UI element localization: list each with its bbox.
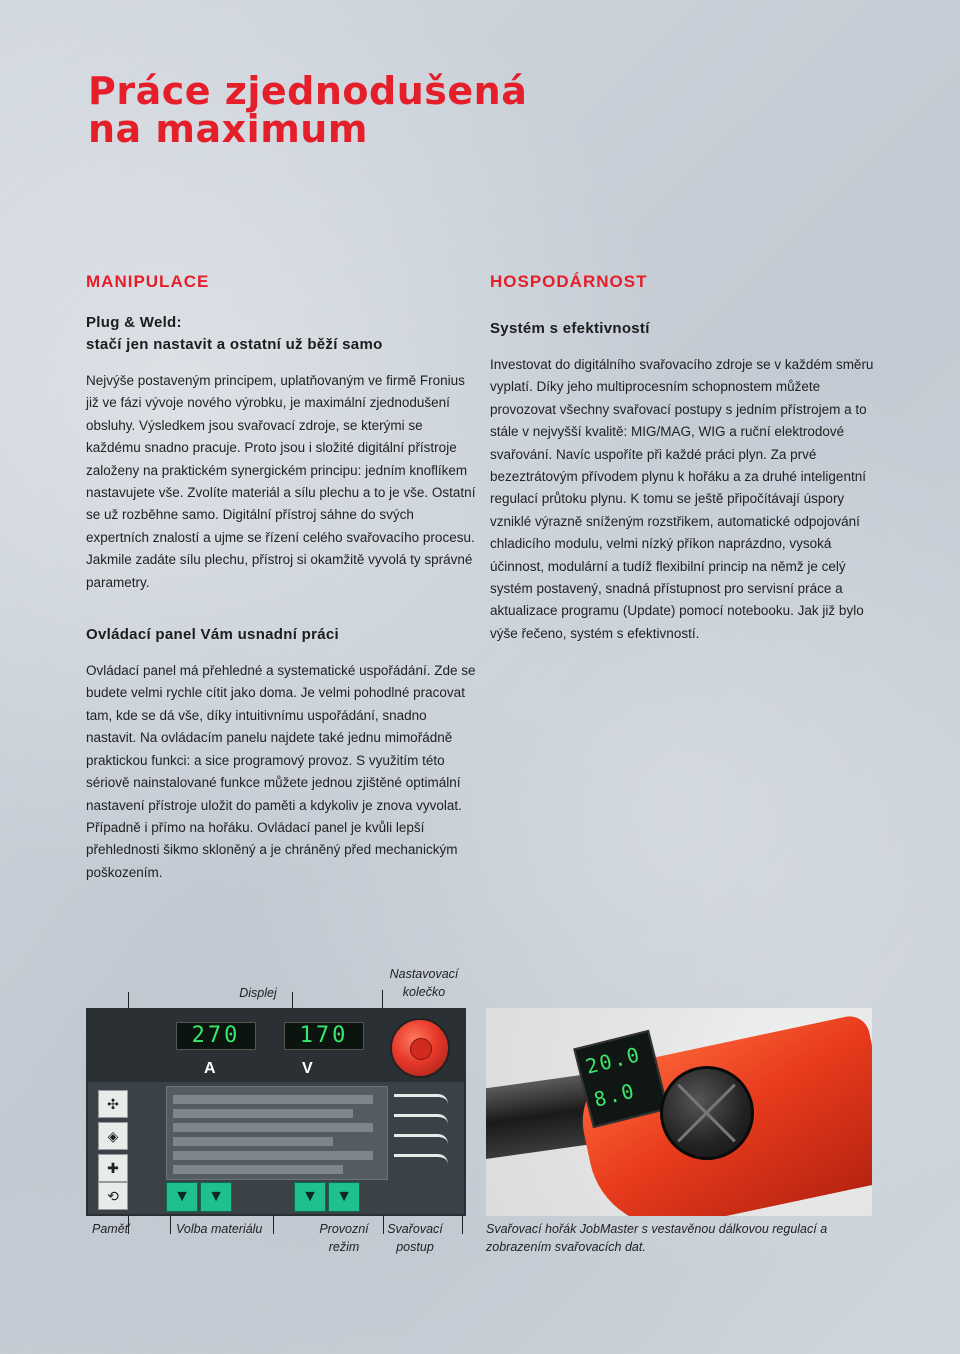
process-curves xyxy=(394,1090,450,1180)
left-column xyxy=(86,272,476,884)
caption-mode-line-2: režim xyxy=(328,1240,360,1254)
store-button[interactable]: ✚ xyxy=(98,1154,128,1182)
paragraph-control-panel: Ovládací panel má přehledné a systematické uspořádání. Zde se budete velmi rychle cítit jako doma. Je velmi pohodlné pracovat tam, kde se dá vše, díky intuitivnímu uspořádání, snadno nastavit. Na ovládacím panelu najdete také jednu mimořádně praktickou funkci: a sice programový provoz. S využitím této sériově nainstalované funkce můžete jednou zjištěné optimální nastavení přístroje uložit do paměti a kdykoliv je znova vyvolat. Případně i přímo na hořáku. Ovládací panel je kvůli lepší přehlednosti šikmo skloněný a je chráněný před mechanickým poškozením. xyxy=(86,663,476,880)
section-heading-manipulace: MANIPULACE xyxy=(86,272,210,291)
section-heading-hospodarnost: HOSPODÁRNOST xyxy=(490,272,648,291)
torch-value-2: 8.0 xyxy=(591,1078,639,1112)
leader-material-2 xyxy=(273,1214,274,1234)
subheading-efficiency: Systém s efektivností xyxy=(490,320,650,337)
torch-caption-line-1: Svařovací hořák JobMaster s vestavěnou dálkovou regulací a xyxy=(486,1222,828,1236)
display-left: 270 xyxy=(176,1022,256,1050)
caption-memory: Paměť xyxy=(92,1222,130,1236)
subheading-line-2: stačí jen nastavit a ostatní už běží samo xyxy=(86,336,383,353)
recall-button[interactable]: ⟲ xyxy=(98,1182,128,1210)
material-up-button[interactable]: ▼ xyxy=(200,1182,232,1212)
adjustment-knob[interactable] xyxy=(390,1018,450,1078)
caption-process-line-1: Svařovací xyxy=(387,1222,443,1236)
caption-display: Displej xyxy=(239,986,277,1000)
subheading-line-1: Plug & Weld: xyxy=(86,314,182,331)
page-title-line-2: na maximum xyxy=(88,107,368,151)
caption-knob-line-2: kolečko xyxy=(402,985,446,999)
right-column xyxy=(490,272,880,645)
caption-knob xyxy=(382,965,466,1001)
torch-control-pad[interactable] xyxy=(660,1066,754,1160)
torch-caption xyxy=(486,1220,872,1256)
parameter-matrix xyxy=(166,1086,388,1180)
display-right: 170 xyxy=(284,1022,364,1050)
memory-button[interactable]: ✣ xyxy=(98,1090,128,1118)
paragraph-manipulace: Nejvýše postaveným principem, uplatňovaným ve firmě Fronius již ve fázi vývoje nového výrobku, je maximální zjednodušení obsluhy. Výsledkem jsou svařovací zdroje, se kterými se každému snadno pracuje. Proto jsou i složité digitální přístroje založeny na praktickém synergickém principu: jedním knoflíkem nastavujete vše. Zvolíte materiál a sílu plechu a to je vše. Ostatní se už rozběhne samo. Digitální přístroj sáhne do svých expertních znalostí a ujme se řízení celého svařovacího procesu. Jakmile zadáte sílu plechu, přístroj si okamžitě vyvolá ty správné parametry. xyxy=(86,373,476,590)
control-panel-photo xyxy=(86,1008,466,1216)
leader-knob xyxy=(382,990,383,1010)
leader-material xyxy=(170,1214,171,1234)
caption-knob-line-1: Nastavovací xyxy=(389,967,459,981)
page-title-line-1: Práce zjednodušená xyxy=(88,69,528,113)
page-title xyxy=(88,69,528,151)
torch-value-1: 20.0 xyxy=(583,1041,644,1079)
process-select-button[interactable]: ▼ xyxy=(328,1182,360,1212)
mode-select-button[interactable]: ▼ xyxy=(294,1182,326,1212)
torch-photo xyxy=(486,1008,872,1216)
caption-mode-line-1: Provozní xyxy=(319,1222,369,1236)
subheading-control-panel: Ovládací panel Vám usnadní práci xyxy=(86,626,340,644)
caption-mode xyxy=(316,1220,372,1256)
leader-process xyxy=(462,1214,463,1234)
material-down-button[interactable]: ▼ xyxy=(166,1182,198,1212)
paragraph-hospodarnost: Investovat do digitálního svařovacího zdroje se v každém směru vyplatí. Díky jeho multiprocesním schopnostem můžete provozovat všechny svařovací postupy s jedním přístrojem a to stále v nejvyšší kvalitě: MIG/MAG, WIG a ruční elektrodové svařování. Navíc uspoříte při každé práci plyn. Za prvé bezeztrátovým přívodem plynu k hořáku a za druhé inteligentní regulací průtoku plynu. K tomu se ještě připočítávají úspory vzniklé výrazně sníženým rozstřikem, automatické odpojování chladicího modulu, velmi nízký příkon naprázdno, vysoká účinnost, modulární a tudíž flexibilní princip na němž je celý systém postavený, snadná přístupnost pro servisní práce a aktualizace programu (Update) pomocí notebooku. Jak již bylo výše řečeno, systém s efektivností. xyxy=(490,357,874,641)
subheading-plug-weld xyxy=(86,312,476,356)
caption-material: Volba materiálu xyxy=(176,1222,263,1236)
unit-v: V xyxy=(302,1060,313,1077)
mode-button[interactable]: ◈ xyxy=(98,1122,128,1150)
unit-a: A xyxy=(204,1060,216,1077)
caption-process-line-2: postup xyxy=(396,1240,434,1254)
caption-process xyxy=(384,1220,446,1256)
torch-caption-line-2: zobrazením svařovacích dat. xyxy=(486,1240,646,1254)
